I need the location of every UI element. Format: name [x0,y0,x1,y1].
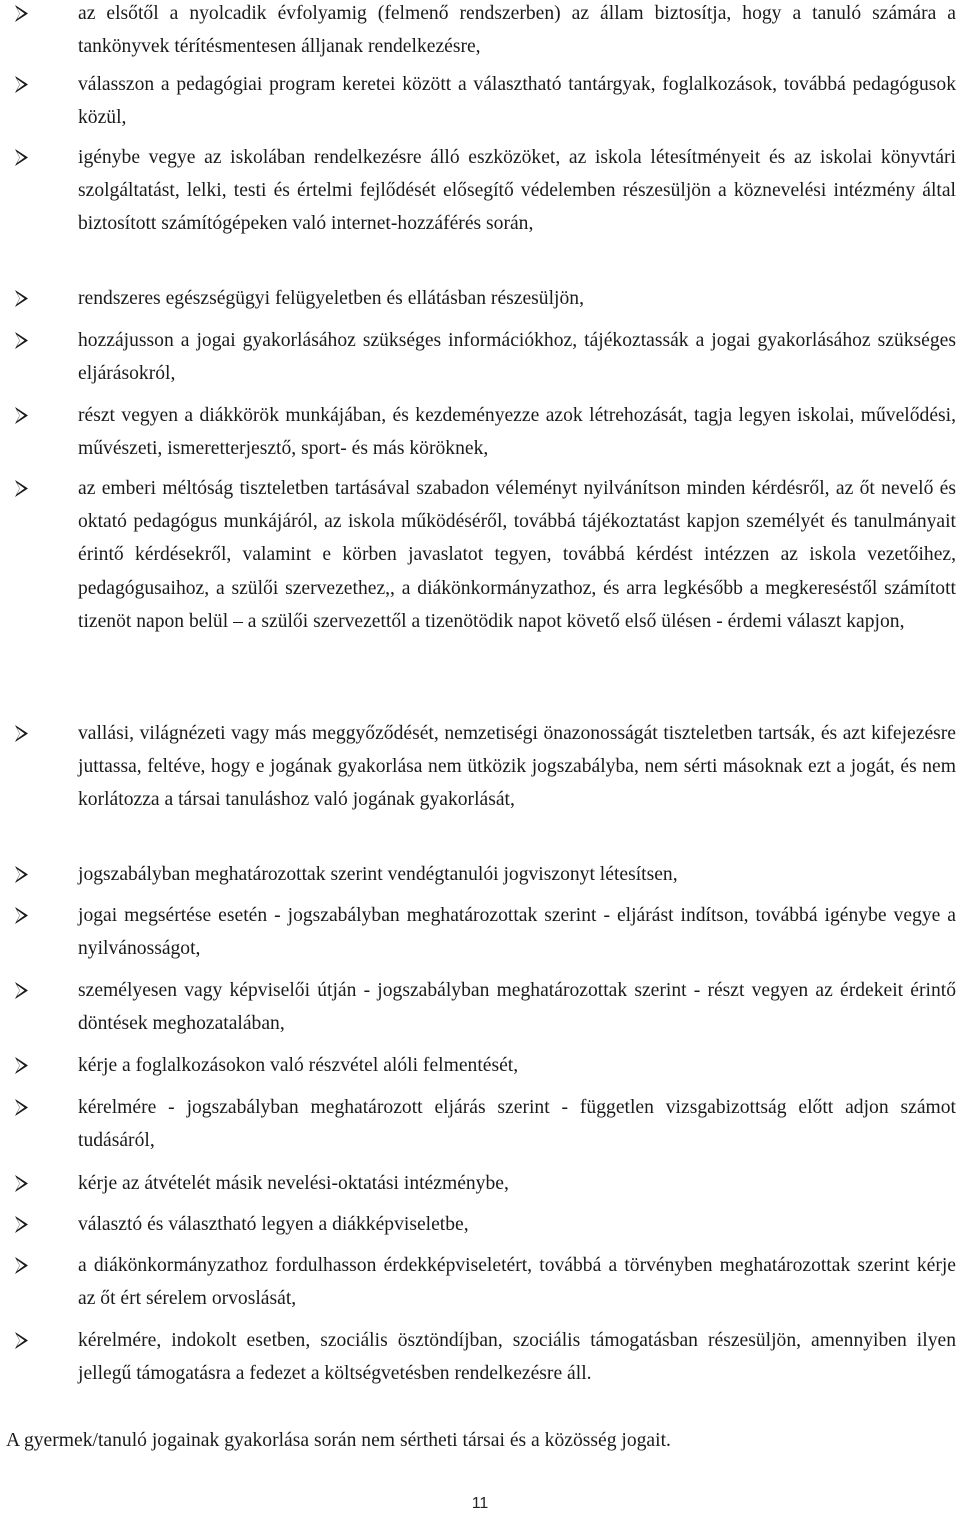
arrowhead-bullet-icon [10,858,34,891]
list-item [10,1091,956,1157]
list-item [10,974,956,1040]
list-item [10,0,956,63]
list-item [10,1208,956,1241]
list-item-text: az emberi méltóság tiszteletben tartásával szabadon véleményt nyilvánítson minden kérdésről, az őt nevelő és oktató pedagógus munkájáról, az iskola működéséről, továbbá tájékoztatást kapjon személyét és tanulmányait érintő kérdésekről, valamint e körben javaslatot tegyen, továbbá kérdést intézzen az iskola vezetőihez, pedagógusaihoz, a szülői szervezethez,, a diákönkormányzathoz, és arra legkésőbb a megkereséstől számított tizenöt napon belül – a szülői szervezettől a tizenötödik napot követő első ülésen - érdemi választ kapjon, [78,478,956,632]
list-item [10,899,956,965]
list-item-text: kérelmére, indokolt esetben, szociális ösztöndíjban, szociális támogatásban részesüljön, amennyiben ilyen jellegű támogatásra a fedezet a költségvetésben rendelkezésre áll. [78,1330,956,1385]
list-item [10,324,956,390]
arrowhead-bullet-icon [10,717,34,750]
list-item-text: kérelmére - jogszabályban meghatározott eljárás szerint - független vizsgabizottság előtt adjon számot tudásáról, [78,1097,956,1152]
list-item-text: válasszon a pedagógiai program keretei között a választható tantárgyak, foglalkozások, továbbá pedagógusok közül, [78,74,956,129]
arrowhead-bullet-icon [10,1324,34,1357]
list-item [10,399,956,465]
arrowhead-bullet-icon [10,1167,34,1200]
list-item-text: hozzájusson a jogai gyakorlásához szükséges információkhoz, tájékoztassák a jogai gyakorlásához szükséges eljárásokról, [78,330,956,385]
list-item-text: rendszeres egészségügyi felügyeletben és ellátásban részesüljön, [78,288,584,309]
arrowhead-bullet-icon [10,141,34,174]
list-item [10,282,956,315]
list-item [10,68,956,134]
arrowhead-bullet-icon [10,399,34,432]
list-item [10,1167,956,1200]
arrowhead-bullet-icon [10,0,34,30]
page-number: 11 [471,1495,489,1512]
arrowhead-bullet-icon [10,974,34,1007]
list-item-text: személyesen vagy képviselői útján - jogszabályban meghatározottak szerint - részt vegyen az érdekeit érintő döntések meghozatalában, [78,980,956,1035]
list-item-text: részt vegyen a diákkörök munkájában, és kezdeményezze azok létrehozását, tagja legyen iskolai, művelődési, művészeti, ismeretterjesztő, sport- és más köröknek, [78,405,956,460]
list-item-text: az elsőtől a nyolcadik évfolyamig (felmenő rendszerben) az állam biztosítja, hogy a tanuló számára a tankönyvek térítésmentesen álljanak rendelkezésre, [78,3,956,58]
list-item-text: vallási, világnézeti vagy más meggyőződését, nemzetiségi önazonosságát tiszteletben tartsák, és azt kifejezésre juttassa, feltéve, hogy e jogának gyakorlása nem ütközik jogszabályba, nem sérti másoknak ezt a jogát, és nem korlátozza a társai tanuláshoz való jogának gyakorlását, [78,723,956,811]
arrowhead-bullet-icon [10,1091,34,1124]
list-item [10,141,956,241]
list-item [10,717,956,817]
list-item-text: igénybe vegye az iskolában rendelkezésre álló eszközöket, az iskola létesítményeit és az iskolai könyvtári szolgáltatást, lelki, testi és értelmi fejlődését elősegítő védelemben részesüljön a köznevelési intézmény által biztosított számítógépeken való internet-hozzáférés során, [78,147,956,235]
list-item-text: választó és választható legyen a diákképviseletbe, [78,1214,469,1235]
arrowhead-bullet-icon [10,1049,34,1082]
arrowhead-bullet-icon [10,899,34,932]
arrowhead-bullet-icon [10,472,34,505]
arrowhead-bullet-icon [10,1249,34,1282]
list-item-text: kérje az átvételét másik nevelési-oktatási intézménybe, [78,1173,509,1194]
list-item [10,1249,956,1315]
arrowhead-bullet-icon [10,68,34,101]
arrowhead-bullet-icon [10,324,34,357]
list-item-text: a diákönkormányzathoz fordulhasson érdekképviseletért, továbbá a törvényben meghatározottak szerint kérje az őt ért sérelem orvoslását, [78,1255,956,1310]
closing-note: A gyermek/tanuló jogainak gyakorlása során nem sértheti társai és a közösség jogait. [6,1430,671,1451]
list-item [10,472,956,638]
list-item [10,858,956,891]
list-item-text: jogai megsértése esetén - jogszabályban meghatározottak szerint - eljárást indítson, továbbá igénybe vegye a nyilvánosságot, [78,905,956,960]
list-item-text: jogszabályban meghatározottak szerint vendégtanulói jogviszonyt létesítsen, [78,864,678,885]
list-item-text: kérje a foglalkozásokon való részvétel alóli felmentését, [78,1055,519,1076]
list-item [10,1049,956,1082]
list-item [10,1324,956,1390]
arrowhead-bullet-icon [10,1208,34,1241]
arrowhead-bullet-icon [10,282,34,315]
